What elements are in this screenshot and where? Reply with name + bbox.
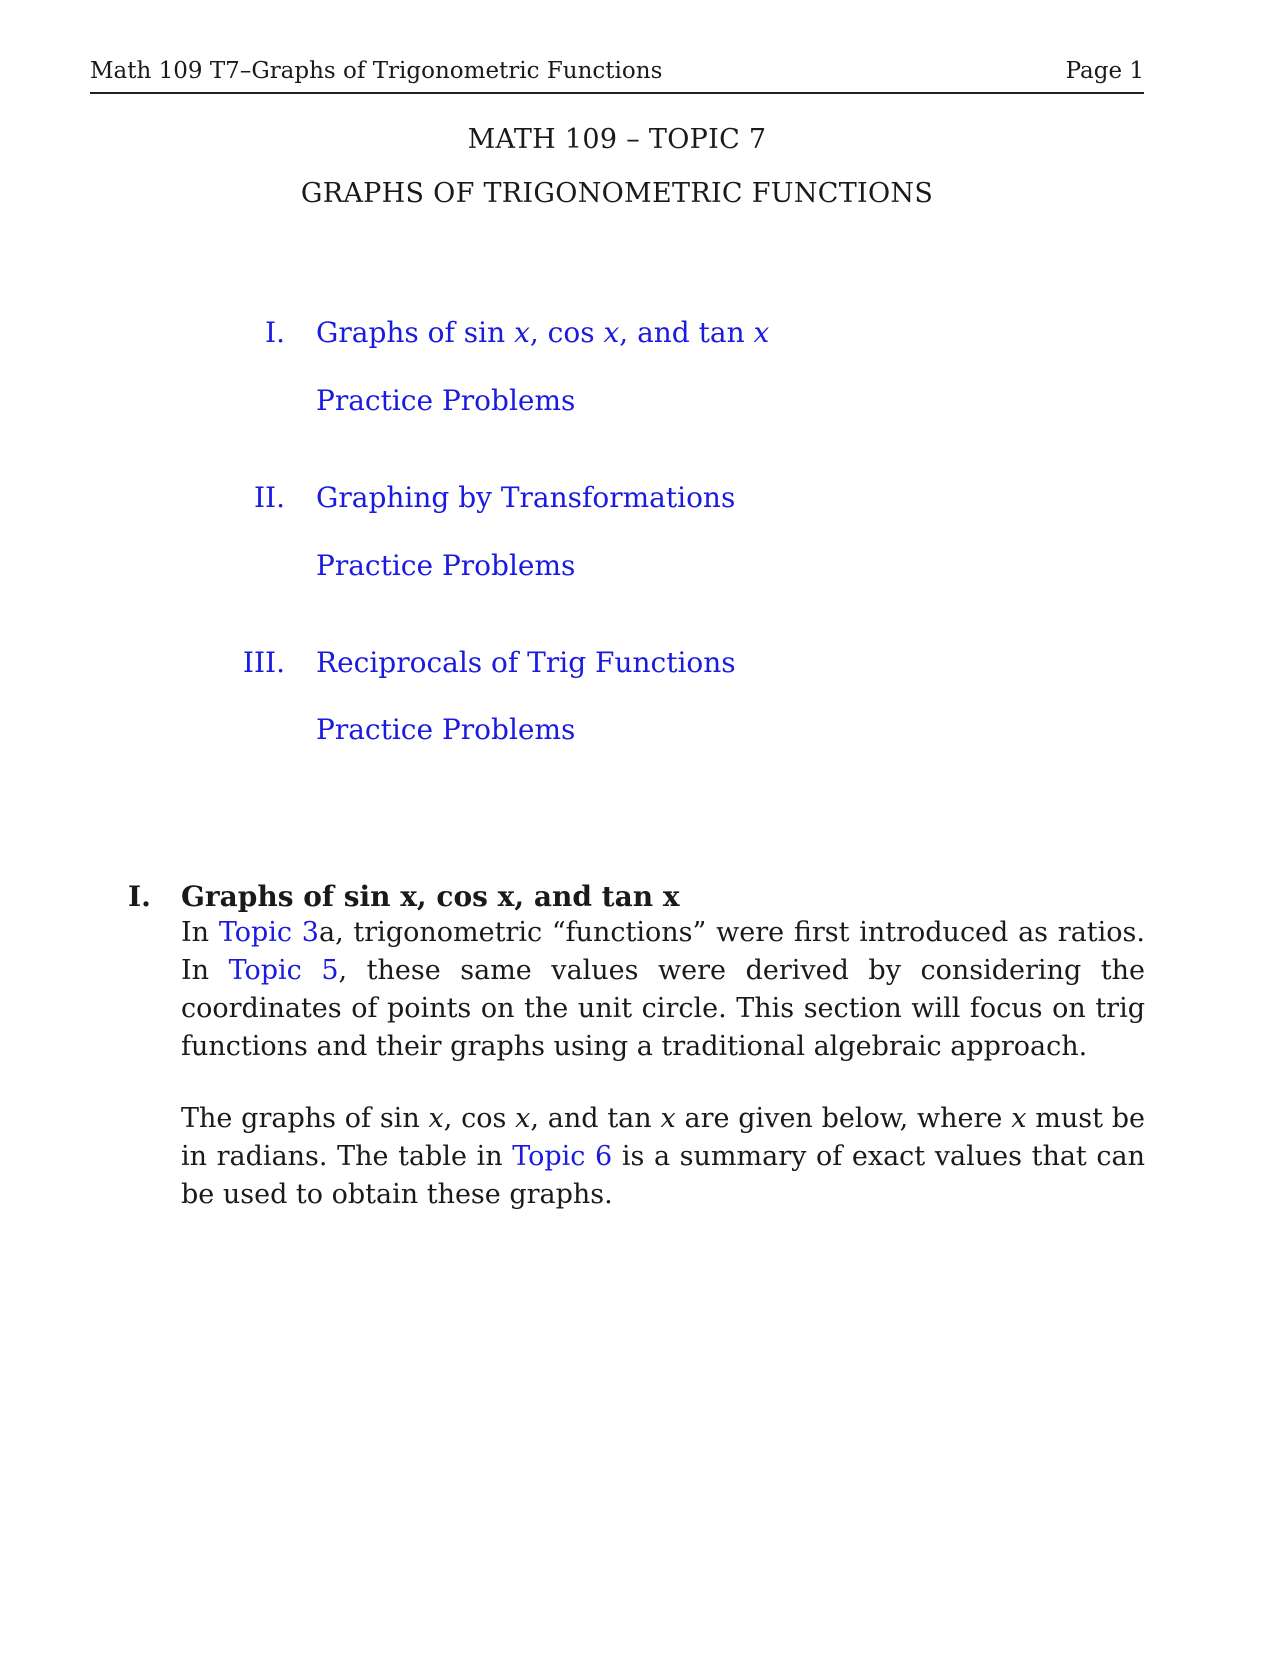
toc-link-practice-problems[interactable]: Practice Problems (316, 384, 576, 417)
toc-link-graphing-by-transformations[interactable]: Graphing by Transformations (316, 481, 736, 514)
document-subtitle: GRAPHS OF TRIGONOMETRIC FUNCTIONS (300, 178, 934, 209)
topic-3-link[interactable]: Topic 3 (218, 917, 319, 948)
section-title: Graphs of sin x, cos x, and tan x (181, 880, 680, 913)
header-title: Math 109 T7–Graphs of Trigonometric Functions (90, 58, 663, 84)
toc-number: II. (253, 481, 285, 514)
paragraph-graphs: The graphs of sin x, cos x, and tan x are given below, where x must be in radians. The table in Topic 6 is a summary of exact values that can be used to obtain these graphs. (181, 1103, 1146, 1210)
topic-5-link[interactable]: Topic 5 (228, 955, 339, 986)
section-number: I. (128, 880, 151, 913)
toc-number: III. (242, 646, 285, 679)
toc-link-reciprocals-of-trig-functions[interactable]: Reciprocals of Trig Functions (316, 646, 736, 679)
running-header (90, 56, 1144, 94)
toc-number: I. (265, 316, 285, 349)
toc-link-practice-problems[interactable]: Practice Problems (316, 549, 576, 582)
page-number: Page 1 (1065, 58, 1144, 84)
paragraph-intro: In Topic 3a, trigonometric “functions” were first introduced as ratios. In Topic 5, these same values were derived by considering the coordinates of points on the unit circle. This section will focus on trig functions and their graphs using a traditional algebraic approach. (181, 917, 1145, 1062)
topic-6-link[interactable]: Topic 6 (512, 1141, 613, 1172)
document-title: MATH 109 – TOPIC 7 (467, 124, 767, 155)
toc-link-practice-problems[interactable]: Practice Problems (316, 713, 576, 746)
toc-link-graphs-of-sin-cos-tan[interactable]: Graphs of sin x, cos x, and tan x (316, 316, 770, 349)
